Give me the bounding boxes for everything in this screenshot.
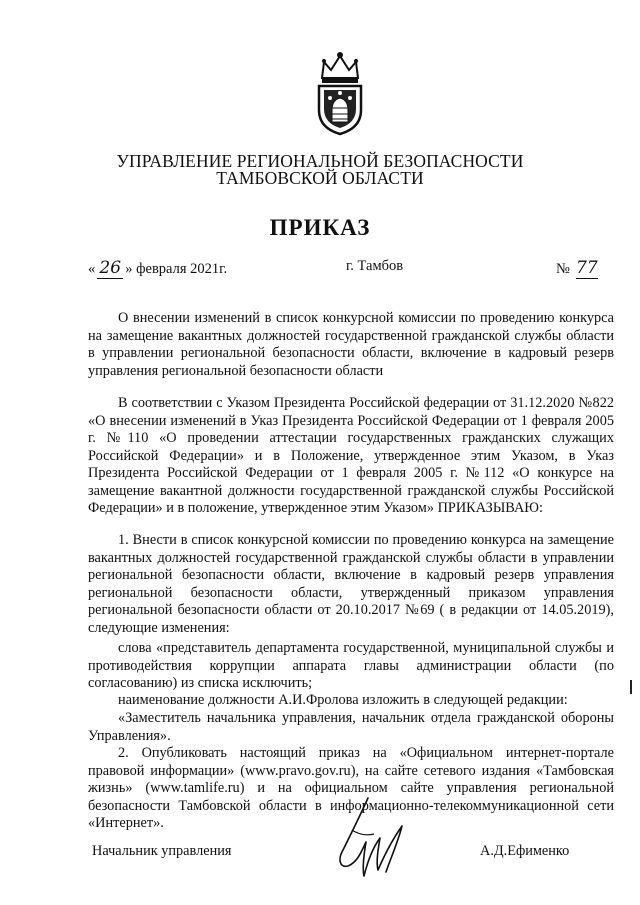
handwritten-signature-icon bbox=[328, 790, 418, 890]
order-item-2: 2. Опубликовать настоящий приказ на «Официальном интернет-портале правовой информации» (www.pravo.gov.ru), на сайте сетевого издания «Тамбовская жизнь» (www.tamlife.ru) и на официальном сайте управления региональной безопасности Тамбовской области в информационно-телекоммуникационной сети «Интернет». bbox=[88, 745, 614, 831]
order-item-1-words-change: слова «представитель департамента государственной, муниципальной службы и противодействия коррупции аппарата главы администрации области (по согласованию) из списка исключить; bbox=[88, 640, 614, 691]
number-sign: № bbox=[556, 261, 570, 277]
preamble-paragraph: В соответствии с Указом Президента Российской федерации от 31.12.2020 №822 «О внесении изменений в Указ Президента Российской Федерации от 1 февраля 2005 г. №110 «О проведении аттестации государственных гражданских служащих Российской Федерации» и в Положение, утвержденное этим Указом, в Указ Президента Российской Федерации от 1 февраля 2005 г. №112 «О конкурсе на замещение вакантной должности государственной гражданской службы Российской Федерации» и в положение, утвержденное этим Указом» ПРИКАЗЫВАЮ: bbox=[88, 395, 614, 516]
order-item-1: 1. Внести в список конкурсной комиссии по проведению конкурса на замещение вакантных должностей государственной гражданской службы области в управлении региональной безопасности области, включение в кадровый резерв управления региональной безопасности области, утвержденный приказом управления региональной безопасности области от 20.10.2017 №69 ( в редакции от 14.05.2019), следующие изменения: bbox=[88, 532, 614, 636]
document-subject: О внесении изменений в список конкурсной комиссии по проведению конкурса на замещение вакантных должностей государственной гражданской службы области в управлении региональной безопасности области, включение в кадровый резерв управления региональной безопасности области bbox=[88, 310, 614, 379]
signatory-name: А.Д.Ефименко bbox=[480, 843, 570, 859]
tambov-coat-of-arms-icon bbox=[314, 48, 366, 136]
number-value-handwritten: 77 bbox=[576, 258, 598, 278]
organization-name-line2: ТАМБОВСКОЙ ОБЛАСТИ bbox=[216, 168, 424, 188]
organization-name-line1: УПРАВЛЕНИЕ РЕГИОНАЛЬНОЙ БЕЗОПАСНОСТИ bbox=[116, 151, 524, 171]
scan-edge-mark bbox=[630, 680, 632, 694]
date-month-year: » февраля 2021г. bbox=[125, 261, 228, 277]
document-city: г. Тамбов bbox=[346, 258, 404, 274]
document-number bbox=[556, 258, 598, 279]
date-day-handwritten: 26 bbox=[97, 258, 123, 279]
order-item-1-new-title: «Заместитель начальника управления, начальник отдела гражданской обороны Управления». bbox=[88, 710, 614, 744]
document-date bbox=[88, 258, 227, 279]
date-open-quote: « bbox=[88, 261, 96, 277]
signatory-position: Начальник управления bbox=[92, 843, 232, 859]
order-item-1-position-change: наименование должности А.И.Фролова изложить в следующей редакции: bbox=[118, 692, 568, 708]
document-title: ПРИКАЗ bbox=[269, 215, 371, 240]
